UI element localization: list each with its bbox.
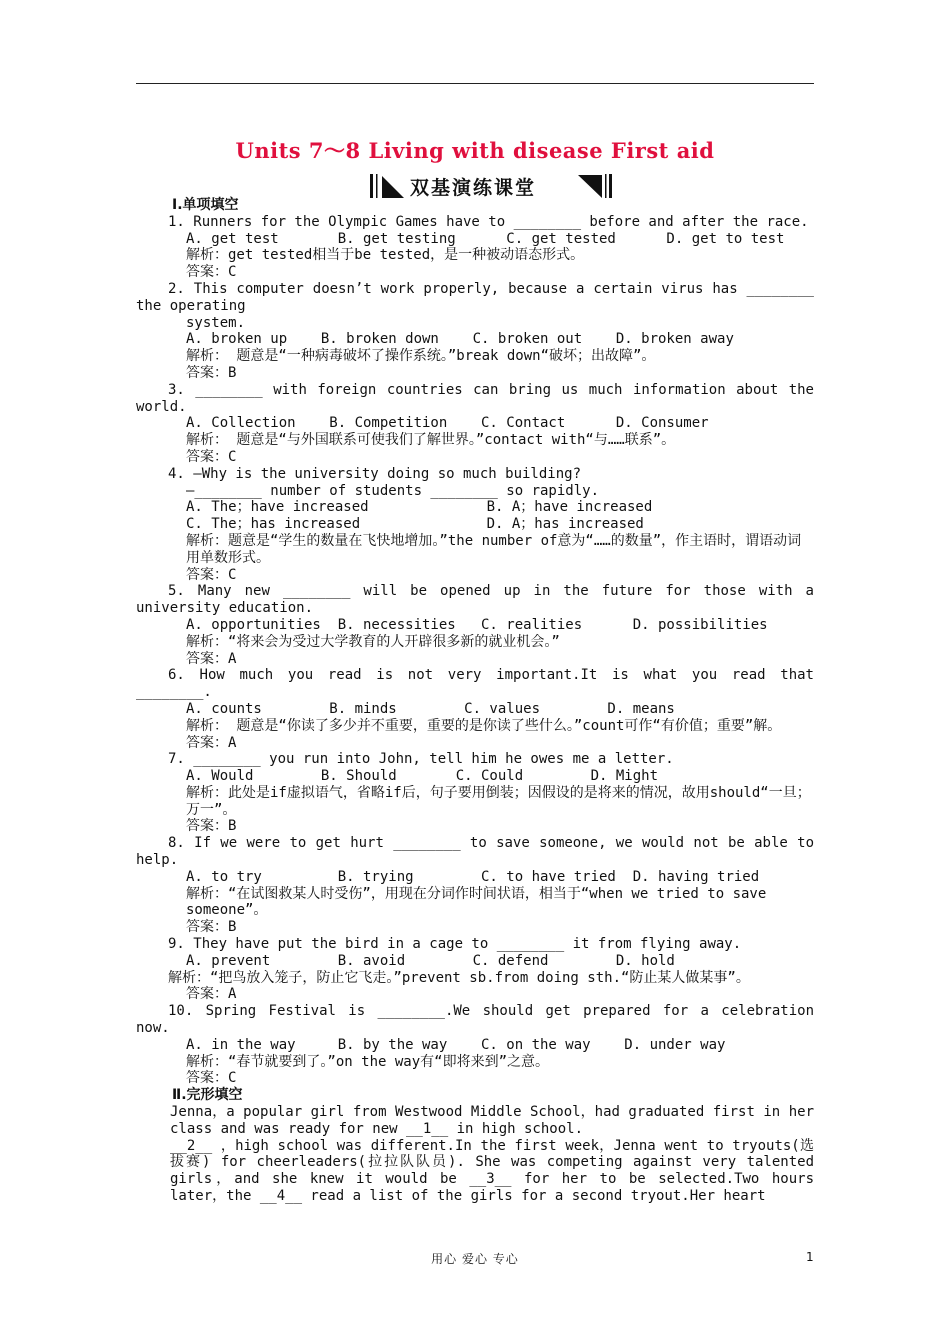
- text-line: 答案：C: [186, 1070, 237, 1087]
- text-line: 解析：“春节就要到了。”on the way有“即将来到”之意。: [186, 1053, 550, 1070]
- section-heading: Ⅱ.完形填空: [172, 1087, 243, 1104]
- text-line: system.: [186, 314, 246, 331]
- text-line: A. opportunities B. necessities C. realities D. possibilities: [186, 616, 768, 633]
- text-line: A. prevent B. avoid C. defend D. hold: [186, 952, 675, 969]
- header-rule: [136, 83, 814, 84]
- question-line: 9. They have put the bird in a cage to ________ it from flying away.: [168, 936, 742, 953]
- banner-label: 双基演练课堂: [410, 177, 537, 199]
- page-number: 1: [806, 1250, 814, 1264]
- question-line: 6. How much you read is not very important.It is what you read that ________.: [136, 667, 814, 701]
- text-line: 解析：题意是“学生的数量在飞快地增加。”the number of意为“……的数量”，作主语时，谓语动词用单数形式。: [186, 532, 802, 566]
- text-line: A. get test B. get testing C. get tested D. get to test: [186, 230, 785, 247]
- page-title: Units 7～8 Living with disease First aid: [235, 138, 715, 163]
- text-line: C. The；has increased D. A；has increased: [186, 516, 644, 533]
- question-line: 5. Many new ________ will be opened up in the future for those with a university education.: [136, 583, 814, 617]
- text-line: A. in the way B. by the way C. on the way D. under way: [186, 1036, 726, 1053]
- text-line: 解析：“将来会为受过大学教育的人开辟很多新的就业机会。”: [186, 633, 560, 650]
- section-banner: [370, 172, 612, 200]
- text-line: 解析：get tested相当于be tested，是一种被动语态形式。: [186, 247, 585, 264]
- text-line: A. broken up B. broken down C. broken out D. broken away: [186, 331, 734, 348]
- text-line: 答案：A: [186, 986, 237, 1003]
- text-line: __2__ ，high school was different.In the first week，Jenna went to tryouts(选拔赛) for cheerleaders(拉拉队队员). She was competing against very talented girls，and she knew it would be __3__ for her to be selected.Two hours later，the __4__ read a list of the girls for a second tryout.Her heart: [170, 1137, 814, 1205]
- text-line: A. to try B. trying C. to have tried D. having tried: [186, 868, 760, 885]
- text-line: 解析：“在试图救某人时受伤”，用现在分词作时间状语，相当于“when we tried to save someone”。: [186, 885, 767, 919]
- exercise-body: [136, 197, 814, 1205]
- question-line: 10. Spring Festival is ________.We should get prepared for a celebration now.: [136, 1003, 814, 1037]
- question-line: 解析：“把鸟放入笼子，防止它飞走。”prevent sb.from doing sth.“防止某人做某事”。: [168, 969, 750, 986]
- section-heading: Ⅰ.单项填空: [172, 197, 239, 213]
- question-line: 2. This computer doesn’t work properly, because a certain virus has ________ the operating: [136, 280, 814, 314]
- text-line: —________ number of students ________ so rapidly.: [186, 482, 600, 499]
- text-line: 答案：B: [186, 919, 237, 936]
- text-line: Jenna，a popular girl from Westwood Middle School，had graduated first in her class and was ready for new __1__ in high school.: [170, 1104, 814, 1137]
- page-footer: 用心 爱心 专心: [431, 1252, 519, 1266]
- text-line: 解析： 题意是“一种病毒破坏了操作系统。”break down“破坏；出故障”。: [186, 348, 656, 365]
- text-line: 答案：C: [186, 264, 237, 281]
- question-line: 7. ________ you run into John, tell him he owes me a letter.: [168, 751, 674, 768]
- question-line: 3. ________ with foreign countries can bring us much information about the world.: [136, 381, 814, 415]
- text-line: A. Would B. Should C. Could D. Might: [186, 768, 659, 785]
- text-line: 答案：C: [186, 566, 237, 583]
- text-line: 答案：B: [186, 364, 237, 381]
- question-line: 8. If we were to get hurt ________ to save someone, we would not be able to help.: [136, 835, 814, 869]
- text-line: A. counts B. minds C. values D. means: [186, 700, 675, 717]
- text-line: 解析：此处是if虚拟语气，省略if后，句子要用倒装；因假设的是将来的情况，故用should“一旦；万一”。: [186, 784, 811, 818]
- text-line: 答案：A: [186, 734, 237, 751]
- text-line: 解析： 题意是“与外国联系可使我们了解世界。”contact with“与……联系”。: [186, 432, 676, 449]
- text-line: 答案：C: [186, 448, 237, 465]
- text-line: 答案：A: [186, 650, 237, 667]
- text-line: A. Collection B. Competition C. Contact D. Consumer: [186, 415, 709, 432]
- text-line: A. The；have increased B. A；have increased: [186, 499, 653, 516]
- text-line: 解析： 题意是“你读了多少并不重要，重要的是你读了些什么。”count可作“有价值；重要”解。: [186, 717, 782, 734]
- text-line: 答案：B: [186, 818, 237, 835]
- question-line: 4. —Why is the university doing so much building?: [168, 465, 582, 482]
- question-line: 1. Runners for the Olympic Games have to ________ before and after the race.: [168, 213, 809, 230]
